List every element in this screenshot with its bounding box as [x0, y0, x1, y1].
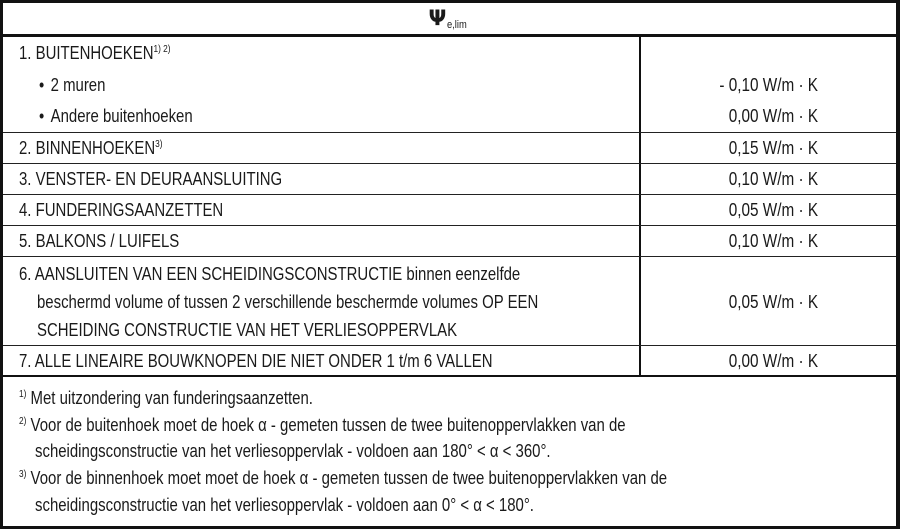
- row-value: 0,00 W/m · K: [728, 351, 818, 371]
- bullet-icon: •: [39, 75, 45, 95]
- footnote-3-cont: scheidingsconstructie van het verliesoppervlak - voldoen aan 0° < α < 180°.: [35, 495, 534, 515]
- row-value: 0,05 W/m · K: [728, 292, 818, 312]
- table-row-scheidingsconstructie: [3, 257, 896, 346]
- sub-item-andere-buitenhoeken: • Andere buitenhoeken: [39, 106, 193, 126]
- row-title-line-1: 6. AANSLUITEN VAN EEN SCHEIDINGSCONSTRUCTIE binnen eenzelfde: [19, 264, 521, 284]
- row-value: 0,10 W/m · K: [728, 231, 818, 251]
- footnote-3: $^{3)}$ Voor de binnenhoek moet moet de hoek α - gemeten tussen de twee buitenoppervlakken van de: [19, 468, 668, 488]
- row-title-line-2: beschermd volume of tussen 2 verschillende beschermde volumes OP EEN: [37, 292, 539, 312]
- row-title: 7. ALLE LINEAIRE BOUWKNOPEN DIE NIET ONDER 1 t/m 6 VALLEN: [19, 351, 493, 371]
- row-value: 0,10 W/m · K: [728, 169, 818, 189]
- psi-symbol: Ψ: [428, 6, 447, 30]
- table-row-binnenhoeken: [3, 133, 896, 164]
- footnotes: [3, 380, 896, 526]
- row-value: 0,15 W/m · K: [728, 138, 818, 158]
- table-row-venster-deuraansluiting: [3, 164, 896, 195]
- value-2-muren: - 0,10 W/m · K: [719, 75, 818, 95]
- bullet-icon: •: [39, 106, 45, 126]
- row-title: 4. FUNDERINGSAANZETTEN: [19, 200, 224, 220]
- sub-item-2-muren: • 2 muren: [39, 75, 106, 95]
- footnote-2-cont: scheidingsconstructie van het verliesoppervlak - voldoen aan 180° < α < 360°.: [35, 441, 551, 461]
- row-title: 5. BALKONS / LUIFELS: [19, 231, 180, 251]
- value-andere-buitenhoeken: 0,00 W/m · K: [728, 106, 818, 126]
- row-title-line-3: SCHEIDING CONSTRUCTIE VAN HET VERLIESOPPERVLAK: [37, 320, 458, 340]
- table-row-balkons-luifels: [3, 226, 896, 257]
- footnote-1: $^{1)}$ Met uitzondering van funderingsaanzetten.: [19, 388, 313, 408]
- psi-subscript: e,lim: [447, 18, 468, 31]
- row-title: 3. VENSTER- EN DEURAANSLUITING: [19, 169, 283, 189]
- row-value: 0,05 W/m · K: [728, 200, 818, 220]
- footnote-2: $^{2)}$ Voor de buitenhoek moet de hoek α - gemeten tussen de twee buitenoppervlakken van de: [19, 415, 626, 435]
- table-row-buitenhoeken: [3, 37, 896, 133]
- table-header: [3, 3, 896, 37]
- table-row-funderingsaanzetten: [3, 195, 896, 226]
- table-row-overige-bouwknopen: [3, 346, 896, 377]
- row-title: 2. BINNENHOEKEN$^{3)}$: [19, 138, 163, 158]
- row-title: 1. $BUITENHOEKEN^{1) 2)}$: [19, 43, 171, 63]
